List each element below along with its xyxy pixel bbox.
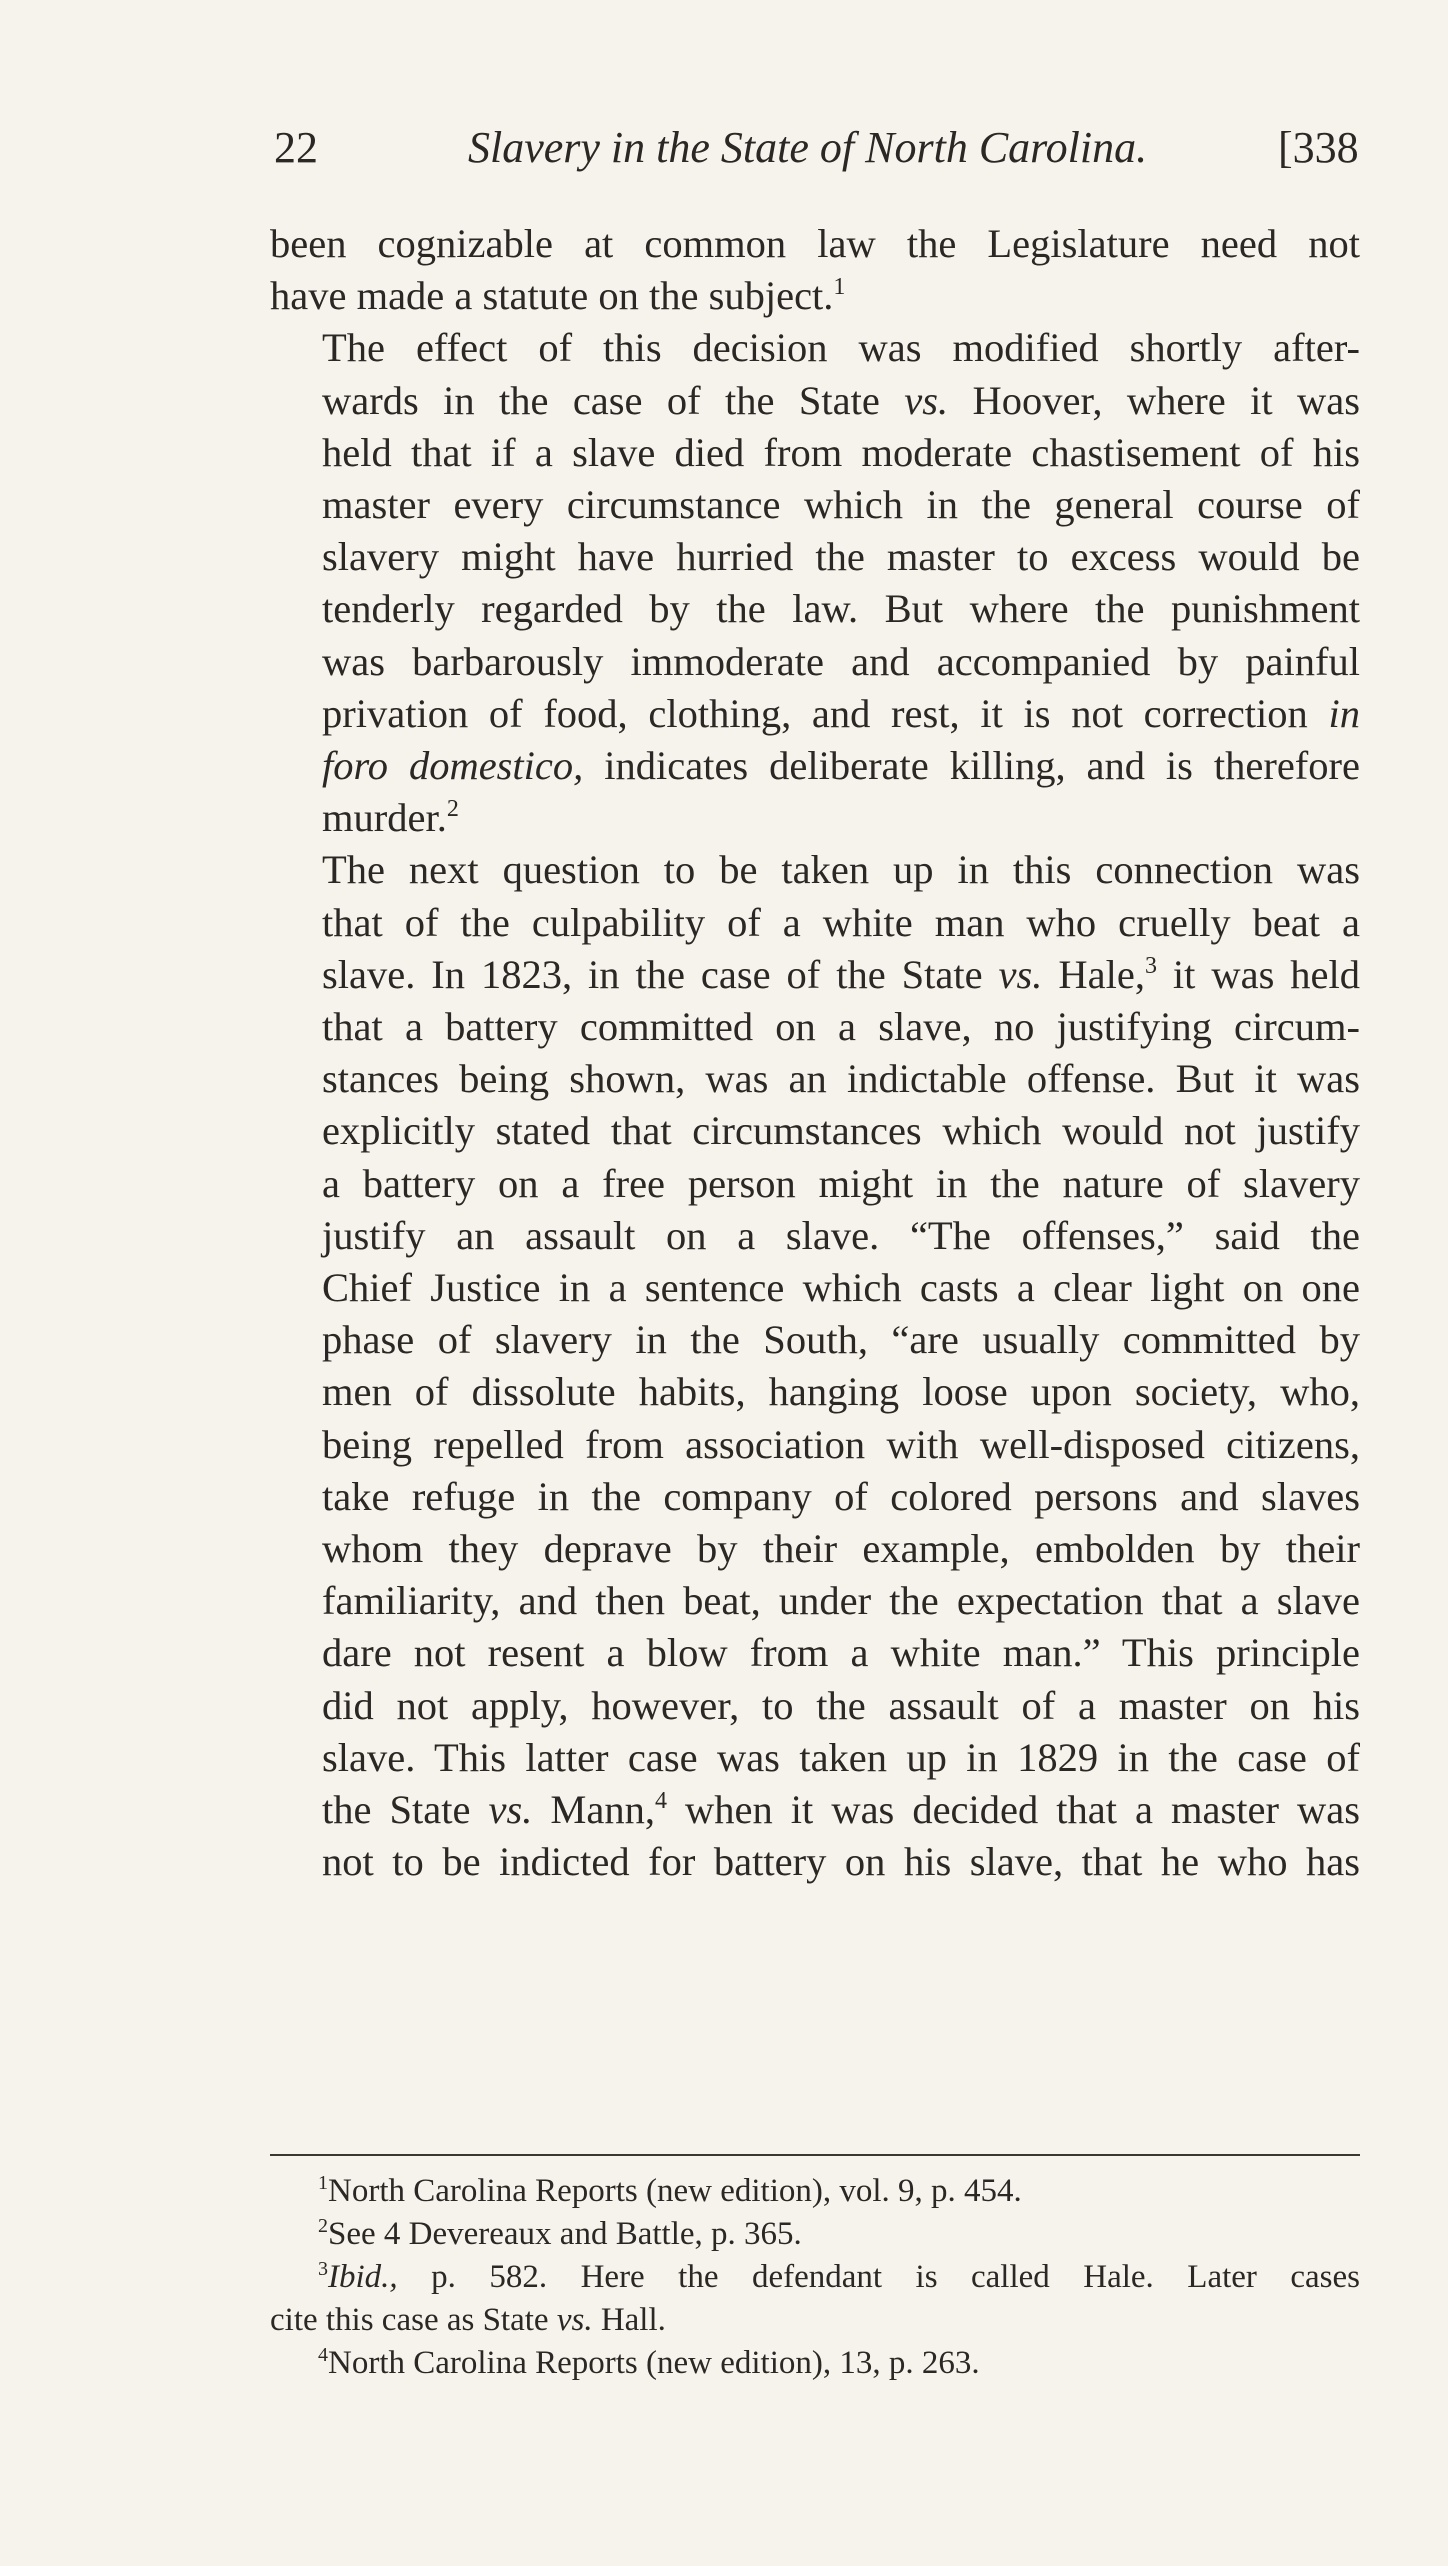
text-line: master every circumstance which in the general course of [322,482,1360,528]
text-line [270,688,1360,740]
text-run-italic: vs. [904,377,949,423]
text-line [270,740,1360,792]
text-line: being repelled from association with well-disposed citizens, [322,1421,1360,1467]
footnote-line [270,2299,1360,2342]
text-line: phase of slavery in the South, “are usually committed by [322,1317,1360,1363]
text-run: Hoover, where it was [948,377,1361,423]
text-run: slave. In 1823, in the case of the State [322,951,999,997]
text-line: was barbarously immoderate and accompanied by painful [322,638,1360,684]
text-line: been cognizable at common law the Legislature need not [270,221,1360,266]
text-line [270,792,1360,844]
text-run: it was held [1156,951,1360,997]
text-line: a battery on a free person might in the nature of slavery [322,1160,1360,1206]
text-line: tenderly regarded by the law. But where the punishment [322,586,1360,632]
text-run-italic: foro domestico, [322,743,584,789]
text-line: justify an assault on a slave. “The offenses,” said the [322,1212,1360,1258]
text-line [270,375,1360,427]
footnote-marker: 4 [318,2344,328,2366]
paragraph-1 [270,218,1360,322]
footnote-marker: 3 [318,2258,328,2280]
text-run: indicates deliberate killing, and is therefore [583,743,1360,789]
text-line: Chief Justice in a sentence which casts a clear light on one [322,1265,1360,1311]
footnote-text: Hall. [592,2302,666,2338]
text-line [270,270,1360,322]
footnote-3 [270,2256,1360,2342]
text-line: dare not resent a blow from a white man.” This principle [322,1630,1360,1676]
footnote-2 [270,2213,1360,2256]
paragraph-2 [270,322,1360,844]
text-run-italic: in [1328,690,1360,736]
text-line: take refuge in the company of colored persons and slaves [322,1473,1360,1519]
footnote-line [270,2256,1360,2299]
text-line [270,1784,1360,1836]
footnote-4 [270,2342,1360,2385]
page-number: 22 [274,123,318,172]
footnote-line [270,2170,1360,2213]
footnote-ref-4: 4 [655,1788,668,1815]
running-head [262,118,1362,178]
footnote-text: North Carolina Reports (new edition), 13, p. 263. [328,2345,980,2381]
text-line: slavery might have hurried the master to excess would be [322,534,1360,580]
footnote-text: p. 582. Here the defendant is called Hale. Later cases [397,2259,1360,2295]
text-line: explicitly stated that circumstances which would not justify [322,1108,1360,1154]
footnote-text-italic: vs. [556,2302,593,2338]
text-run: the State [322,1787,489,1833]
text-run-italic: vs. [488,1787,533,1833]
footnote-text: cite this case as State [270,2302,557,2338]
footnote-text: See 4 Devereaux and Battle, p. 365. [328,2216,802,2252]
text-line: did not apply, however, to the assault of a master on his [322,1682,1360,1728]
text-line: that a battery committed on a slave, no justifying circum- [322,1004,1360,1050]
text-line: not to be indicted for battery on his slave, that he who has [322,1839,1360,1885]
text-line [270,949,1360,1001]
text-line: whom they deprave by their example, embolden by their [322,1526,1360,1572]
body-text [270,218,1360,1889]
footnote-marker: 2 [318,2215,328,2237]
text-line: stances being shown, was an indictable offense. But it was [322,1056,1360,1102]
footnote-rule [270,2154,1360,2156]
text-line: familiarity, and then beat, under the expectation that a slave [322,1578,1360,1624]
footnote-marker: 1 [318,2172,328,2194]
text-run: Mann, [532,1787,656,1833]
text-run: privation of food, clothing, and rest, it is not correction [322,690,1329,736]
footnote-ref-3: 3 [1144,952,1157,979]
text-run: Hale, [1042,951,1145,997]
text-line: The effect of this decision was modified shortly after- [322,325,1360,371]
text-line: that of the culpability of a white man who cruelly beat a [322,899,1360,945]
text-line: men of dissolute habits, hanging loose upon society, who, [322,1369,1360,1415]
footnotes [270,2170,1360,2385]
paragraph-3 [270,844,1360,1888]
footnote-line [270,2213,1360,2256]
bracket-page-reference: [338 [1278,123,1359,172]
text-run: when it was decided that a master was [667,1787,1360,1833]
text-run: wards in the case of the State [322,377,905,423]
text-run: have made a statute on the subject. [270,273,834,319]
footnote-ref-1: 1 [833,274,846,301]
footnote-text: North Carolina Reports (new edition), vol. 9, p. 454. [328,2173,1022,2209]
text-run: murder. [322,795,447,841]
footnote-1 [270,2170,1360,2213]
footnote-text-italic: Ibid., [328,2259,398,2295]
text-line: held that if a slave died from moderate chastisement of his [322,429,1360,475]
text-run-italic: vs. [998,951,1043,997]
text-line: The next question to be taken up in this connection was [322,847,1360,893]
running-title: Slavery in the State of North Carolina. [468,123,1148,172]
text-line: slave. This latter case was taken up in 1829 in the case of [322,1734,1360,1780]
footnote-line [270,2342,1360,2385]
footnote-ref-2: 2 [446,796,459,823]
